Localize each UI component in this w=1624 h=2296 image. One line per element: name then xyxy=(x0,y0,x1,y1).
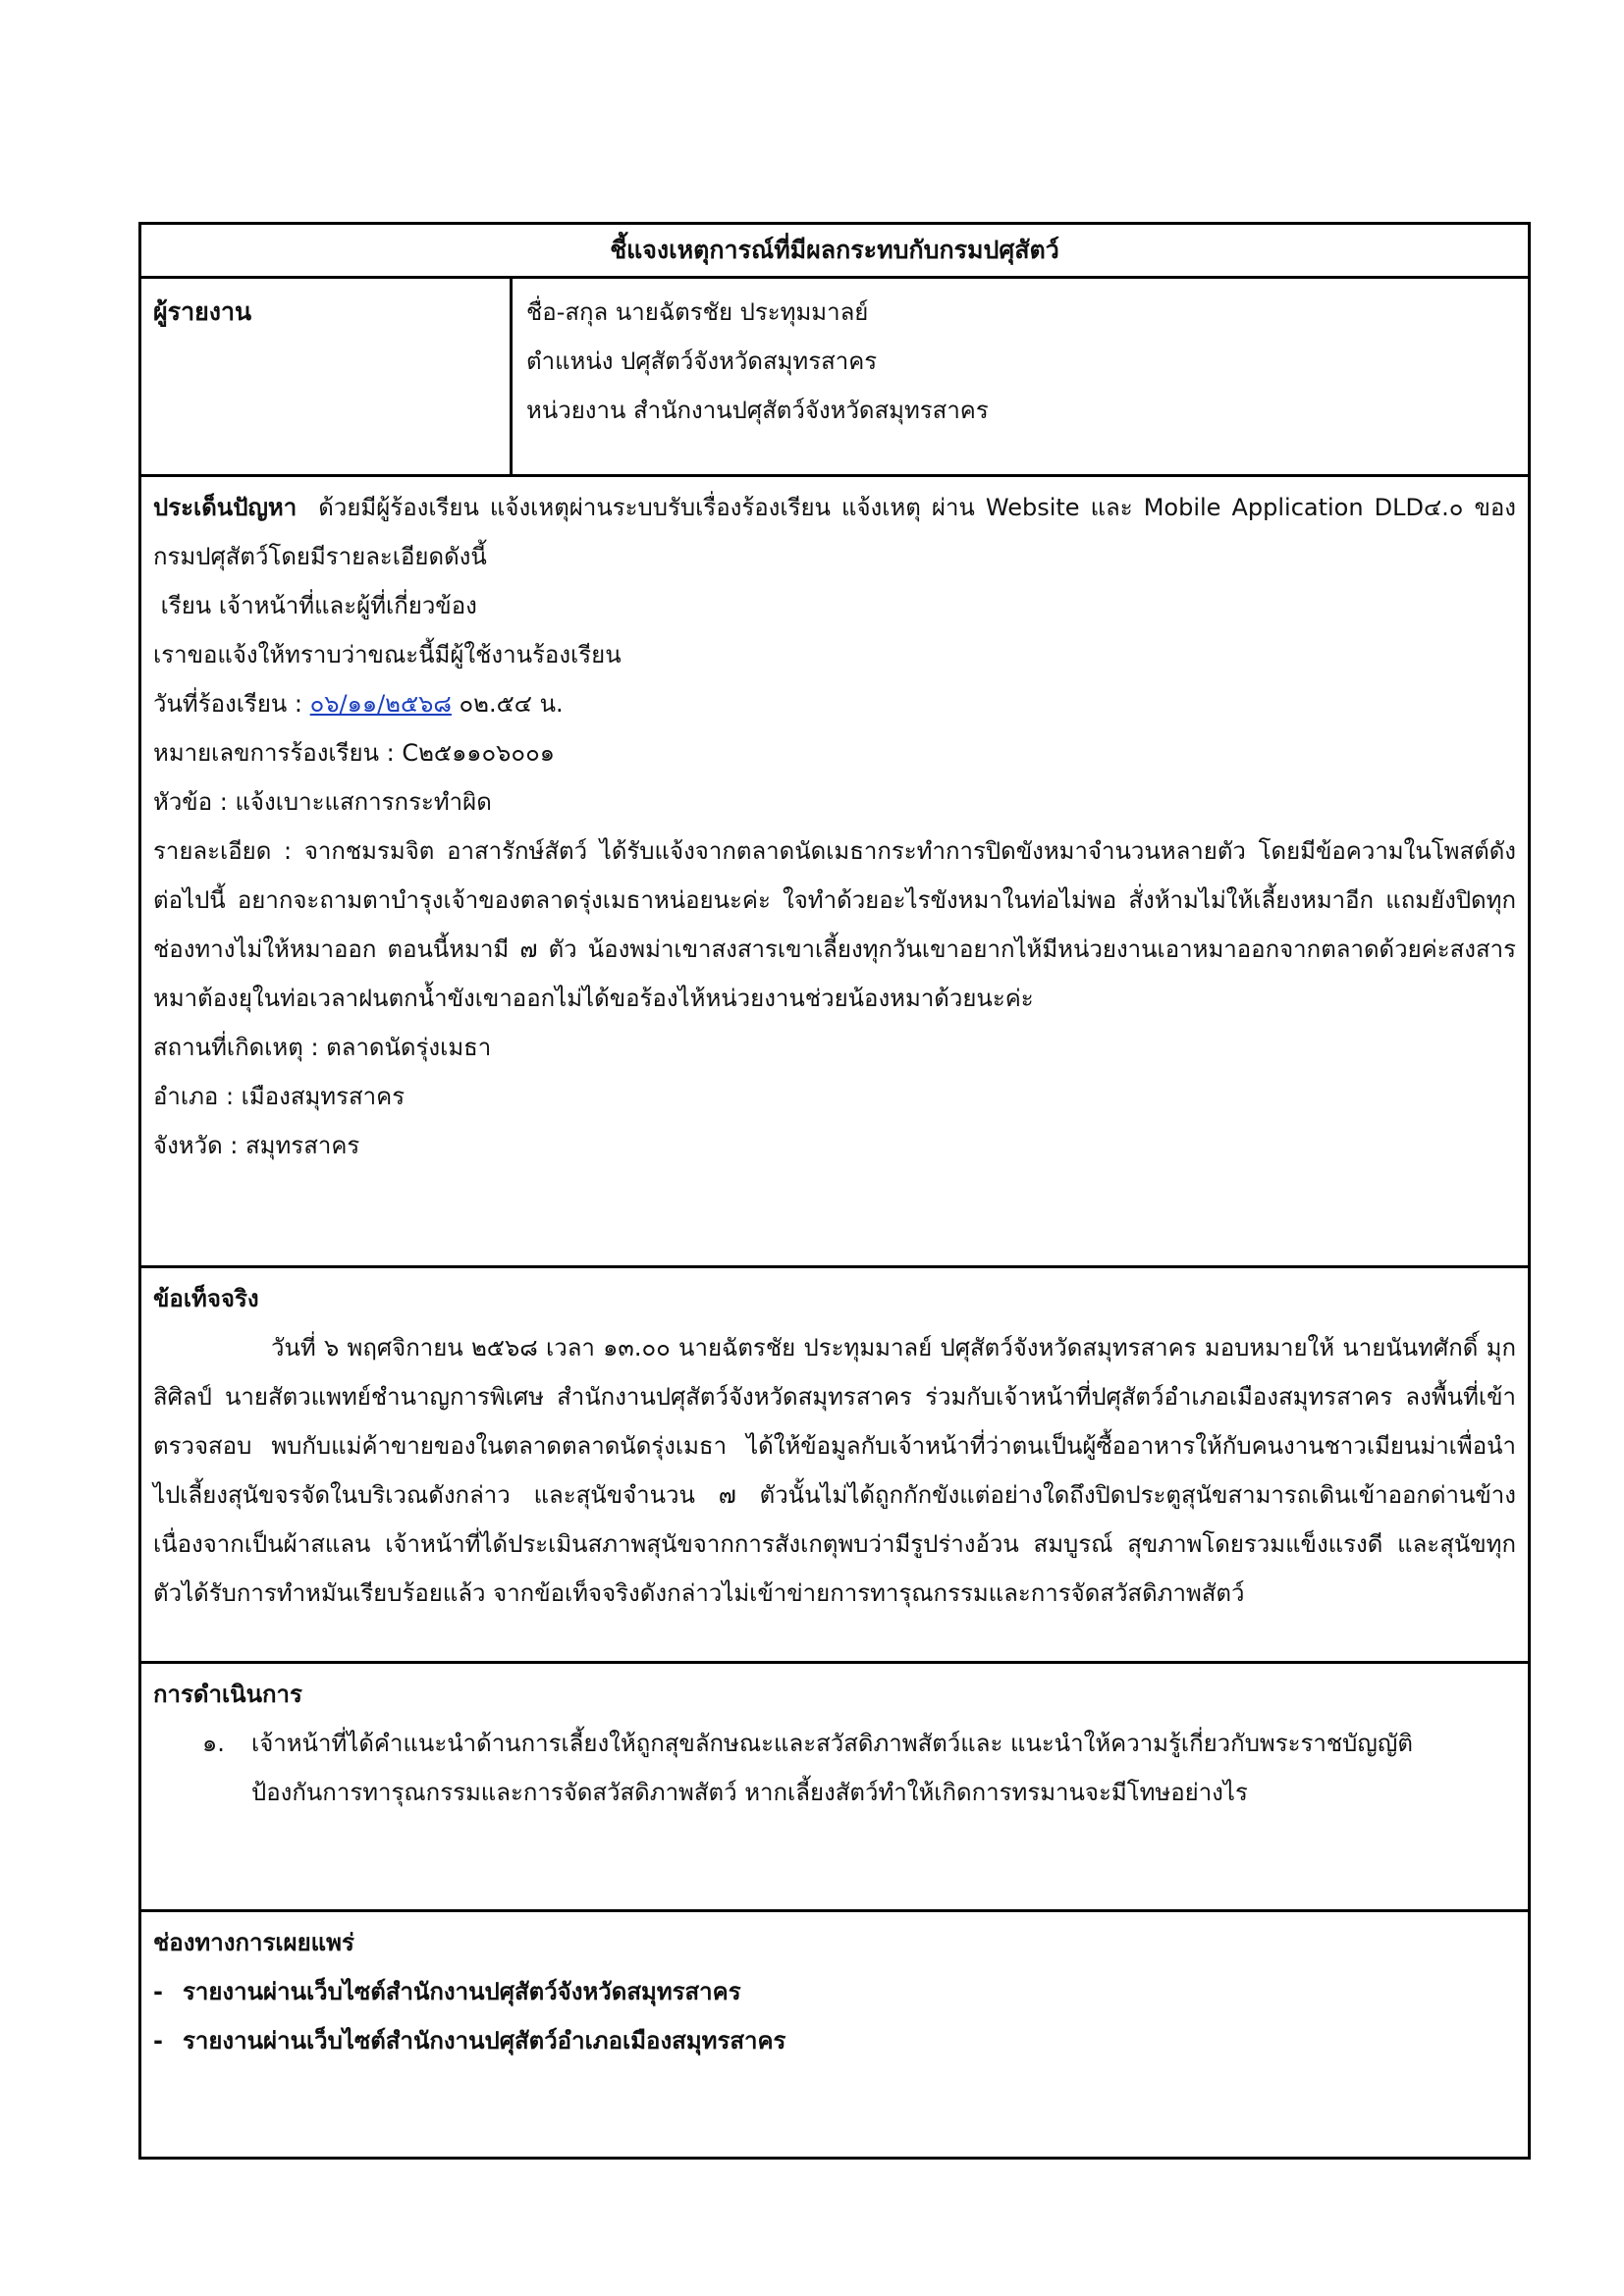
problem-notice: เราขอแจ้งให้ทราบว่าขณะนี้มีผู้ใช้งานร้องเรียน xyxy=(153,641,622,668)
action-label: การดำเนินการ xyxy=(153,1681,302,1708)
problem-section xyxy=(141,474,1528,1265)
action-item-number: ๑. xyxy=(202,1730,225,1757)
reporter-row xyxy=(141,276,1528,474)
reporter-label: ผู้รายงาน xyxy=(141,279,513,474)
complaint-time: ๐๒.๕๔ น. xyxy=(451,690,564,718)
problem-label: ประเด็นปัญหา xyxy=(153,494,298,521)
action-item-text: เจ้าหน้าที่ได้คำแนะนำด้านการเลี้ยงให้ถูกสุขลักษณะและสวัสดิภาพสัตว์และ แนะนำให้ความรู้เกี่ยวกับพระราชบัญญัติ ป้องกันการทารุณกรรมและการจัดสวัสดิภาพสัตว์ หากเลี้ยงสัตว์ทำให้เกิดการทรมานจะมีโทษอย่างไร xyxy=(251,1730,1413,1806)
complaint-date-label: วันที่ร้องเรียน : xyxy=(153,690,310,718)
dissemination-item xyxy=(153,1967,1516,2016)
complaint-date-link[interactable]: ๐๖/๑๑/๒๕๖๘ xyxy=(309,690,452,718)
problem-intro-text: ด้วยมีผู้ร้องเรียน แจ้งเหตุผ่านระบบรับเรื่องร้องเรียน แจ้งเหตุ ผ่าน Website และ Mobile Application DLD๔.๐ ของ กรมปศุสัตว์โดยมีรายละเอียดดังนี้ xyxy=(153,494,1516,570)
reporter-unit: หน่วยงาน สำนักงานปศุสัตว์จังหวัดสมุทรสาคร xyxy=(526,397,989,424)
action-section xyxy=(141,1661,1528,1909)
dissemination-section xyxy=(141,1909,1528,2157)
incident-report-table xyxy=(138,222,1531,2160)
dissemination-item-text: รายงานผ่านเว็บไซต์สำนักงานปศุสัตว์อำเภอเมืองสมุทรสาคร xyxy=(183,2027,786,2055)
reporter-position: ตำแหน่ง ปศุสัตว์จังหวัดสมุทรสาคร xyxy=(526,347,878,375)
facts-label: ข้อเท็จจริง xyxy=(153,1285,259,1312)
complaint-subject: หัวข้อ : แจ้งเบาะแสการกระทำผิด xyxy=(153,788,492,816)
dissemination-item xyxy=(153,2016,1516,2065)
action-item xyxy=(153,1719,1516,1817)
document-title: ชี้แจงเหตุการณ์ที่มีผลกระทบกับกรมปศุสัตว์ xyxy=(610,236,1059,264)
incident-province: จังหวัด : สมุทรสาคร xyxy=(153,1132,360,1159)
dissemination-label: ช่องทางการเผยแพร่ xyxy=(153,1929,354,1956)
problem-greeting: เรียน เจ้าหน้าที่และผู้ที่เกี่ยวข้อง xyxy=(153,592,477,619)
problem-intro xyxy=(153,483,1516,581)
complaint-date xyxy=(153,679,1516,728)
incident-location: สถานที่เกิดเหตุ : ตลาดนัดรุ่งเมธา xyxy=(153,1034,492,1061)
dissemination-item-text: รายงานผ่านเว็บไซต์สำนักงานปศุสัตว์จังหวัดสมุทรสาคร xyxy=(183,1978,741,2005)
complaint-number: หมายเลขการร้องเรียน : C๒๕๑๑๐๖๐๐๑ xyxy=(153,739,555,767)
title-row xyxy=(141,225,1528,276)
complaint-details: รายละเอียด : จากชมรมจิต อาสารักษ์สัตว์ ได้รับแจ้งจากตลาดนัดเมธากระทำการปิดขังหมาจำนวนหลายตัว โดยมีข้อความในโพสต์ดังต่อไปนี้ อยากจะถามตาบำรุงเจ้าของตลาดรุ่งเมธาหน่อยนะค่ะ ใจทำด้วยอะไรขังหมาในท่อไม่พอ สั่งห้ามไม่ให้เลี้ยงหมาอีก แถมยังปิดทุกช่องทางไม่ให้หมาออก ตอนนี้หมามี ๗ ตัว น้องพม่าเขาสงสารเขาเลี้ยงทุกวันเขาอยากไห้มีหน่วยงานเอาหมาออกจากตลาดด้วยค่ะสงสารหมาต้องยุในท่อเวลาฝนตกน้ำขังเขาออกไม่ได้ขอร้องไห้หน่วยงานช่วยน้องหมาด้วยนะค่ะ xyxy=(153,837,1516,1012)
incident-district: อำเภอ : เมืองสมุทรสาคร xyxy=(153,1083,406,1110)
bullet-dash: - xyxy=(153,2027,163,2055)
facts-section xyxy=(141,1265,1528,1661)
facts-text: วันที่ ๖ พฤศจิกายน ๒๕๖๘ เวลา ๑๓.๐๐ นายฉัตรชัย ประทุมมาลย์ ปศุสัตว์จังหวัดสมุทรสาคร มอบหมายให้ นายนันทศักดิ์ มุกสิศิลป์ นายสัตวแพทย์ชำนาญการพิเศษ สำนักงานปศุสัตว์จังหวัดสมุทรสาคร ร่วมกับเจ้าหน้าที่ปศุสัตว์อำเภอเมืองสมุทรสาคร ลงพื้นที่เข้าตรวจสอบ พบกับแม่ค้าขายของในตลาดตลาดนัดรุ่งเมธา ได้ให้ข้อมูลกับเจ้าหน้าที่ว่าตนเป็นผู้ซื้ออาหารให้กับคนงานชาวเมียนม่าเพื่อนำไปเลี้ยงสุนัขจรจัดในบริเวณดังกล่าว และสุนัขจำนวน ๗ ตัวนั้นไม่ได้ถูกกักขังแต่อย่างใดถึงปิดประตูสุนัขสามารถเดินเข้าออกด่านข้างเนื่องจากเป็นผ้าสแลน เจ้าหน้าที่ได้ประเมินสภาพสุนัขจากการสังเกตุพบว่ามีรูปร่างอ้วน สมบูรณ์ สุขภาพโดยรวมแข็งแรงดี และสุนัขทุกตัวได้รับการทำหมันเรียบร้อยแล้ว จากข้อเท็จจริงดังกล่าวไม่เข้าข่ายการทารุณกรรมและการจัดสวัสดิภาพสัตว์ xyxy=(153,1334,1516,1607)
bullet-dash: - xyxy=(153,1978,163,2005)
reporter-name: ชื่อ-สกุล นายฉัตรชัย ประทุมมาลย์ xyxy=(526,298,869,326)
reporter-info xyxy=(513,279,1528,474)
